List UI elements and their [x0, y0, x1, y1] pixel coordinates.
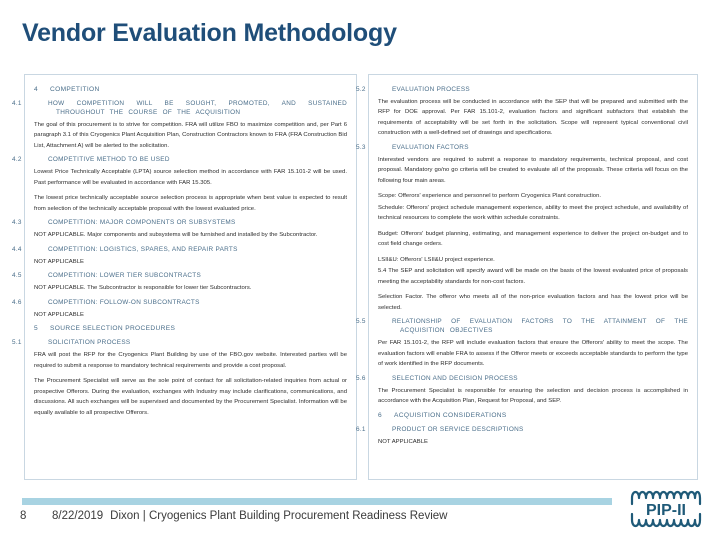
doc-paragraph: NOT APPLICABLE — [34, 311, 84, 318]
doc-section-title: ACQUISITION CONSIDERATIONS — [394, 411, 507, 419]
doc-subsection-heading — [356, 86, 688, 95]
doc-paragraph: The Procurement Specialist is responsible for ensuring the selection and decision process is accomplished in accordance with the Acquisition Plan, Request for Proposal, and SEP. — [378, 387, 688, 405]
doc-section-title: COMPETITION — [50, 86, 100, 93]
doc-subsection-number: 4.3 — [12, 219, 22, 227]
doc-subsection-heading — [12, 298, 347, 308]
doc-subsection-title: COMPETITION: LOWER TIER SUBCONTRACTS — [48, 272, 202, 280]
doc-section-heading — [34, 325, 347, 334]
doc-subsection-title: EVALUATION PROCESS — [392, 86, 470, 93]
document-panels — [12, 74, 698, 480]
doc-paragraph: The evaluation process will be conducted in accordance with the SEP that will be prepared and submitted with the RFP for DOE approval. Per FAR 15.101-2, evaluation factors and significant subfactors that establish the requirements of acceptability will be set forth in the solicitation. Scope will represent typical conventional civil construction with a well-defined set of drawings and specifications. — [378, 98, 688, 137]
document-right-body — [356, 86, 688, 447]
doc-subsection-title: RELATIONSHIP OF EVALUATION FACTORS TO THE ATTAINMENT OF THE ACQUISITION OBJECTIVES — [392, 318, 688, 335]
doc-subsection-title: COMPETITIVE METHOD TO BE USED — [48, 156, 170, 164]
doc-section-number: 6 — [378, 411, 383, 419]
doc-paragraph: 5.4 The SEP and solicitation will specify award will be made on the basis of the lowest evaluated price of proposals meeting the acceptability standards for non-cost factors. — [378, 268, 688, 285]
doc-subsection-number: 5.1 — [12, 339, 22, 347]
doc-paragraph: The Procurement Specialist will serve as the sole point of contact for all solicitation-related inquiries from actual or prospective Offerors. During the evaluation, exchanges with Industry may include clarifications, communications, and discussions. All such exchanges will be supervised and documented by the Procurement Specialist. Information will be equally available to all prospective Offerors. — [34, 378, 347, 416]
doc-paragraph: FRA will post the RFP for the Cryogenics Plant Building by use of the FBO.gov website. Interested parties will be required to submit a response to mandatory technical requirements and provide a cost proposal. — [34, 352, 347, 369]
doc-paragraph: The lowest price technically acceptable source selection process is appropriate when best value is expected to result from selection of the technically acceptable proposal with the lowest evaluated price. — [34, 195, 347, 212]
doc-subsection-title: SELECTION AND DECISION PROCESS — [392, 374, 518, 382]
document-panel-right[interactable] — [356, 74, 698, 480]
doc-subsection-title: HOW COMPETITION WILL BE SOUGHT, PROMOTED, AND SUSTAINED THROUGHOUT THE COURSE OF THE ACQUISITION — [48, 99, 347, 116]
doc-paragraph: Interested vendors are required to submit a response to mandatory requirements, technical proposal, and cost proposal. Mandatory go/no go criteria will be created to evaluate all of the proposals. These criteria will focus on the following four main areas. — [378, 156, 688, 184]
doc-paragraph: Selection Factor. The offeror who meets all of the non-price evaluation factors and has the lowest price will be selected. — [378, 294, 688, 311]
doc-subsection-title: COMPETITION: MAJOR COMPONENTS OR SUBSYSTEMS — [48, 219, 236, 227]
doc-section-heading — [34, 86, 347, 95]
doc-subsection-number: 4.2 — [12, 156, 22, 164]
doc-section-number: 4 — [34, 86, 39, 93]
footer-page-number: 8 — [20, 510, 27, 522]
doc-section-number: 5 — [34, 325, 39, 333]
doc-subsection-title: COMPETITION: FOLLOW-ON SUBCONTRACTS — [48, 298, 200, 306]
doc-subsection-heading — [356, 143, 688, 153]
pip-ii-logo-text: PIP-II — [645, 502, 687, 519]
page-title: Vendor Evaluation Methodology — [22, 19, 397, 47]
footer-accent-bar — [22, 498, 612, 505]
doc-subsection-number: 5.3 — [356, 143, 366, 151]
footer-description: Dixon | Cryogenics Plant Building Procurement Readiness Review — [110, 510, 448, 522]
doc-subsection-number: 5.2 — [356, 86, 366, 93]
doc-subsection-number: 4.6 — [12, 298, 22, 306]
doc-subsection-title: SOLICITATION PROCESS — [48, 339, 131, 347]
doc-paragraph: NOT APPLICABLE. The Subcontractor is responsible for lower tier Subcontractors. — [34, 285, 252, 292]
doc-paragraph: NOT APPLICABLE. Major components and subsystems will be furnished and installed by the Subcontractor. — [34, 232, 318, 239]
doc-subsection-title: COMPETITION: LOGISTICS, SPARES, AND REPAIR PARTS — [48, 245, 238, 253]
doc-subsection-number: 5.5 — [356, 318, 366, 326]
doc-paragraph: Schedule: Offerors' project schedule management experience, ability to meet the project schedule, and availability of technical resources to complete the work within schedule constraints. — [378, 204, 688, 222]
doc-subsection-heading — [12, 272, 347, 281]
doc-subsection-title: EVALUATION FACTORS — [392, 143, 469, 151]
doc-section-heading — [378, 412, 688, 421]
doc-subsection-heading — [12, 245, 347, 255]
doc-subsection-number: 5.6 — [356, 374, 366, 382]
doc-paragraph: LSII&U: Offerors' LSII&U project experience. — [378, 256, 495, 263]
doc-subsection-heading — [356, 318, 688, 336]
doc-subsection-heading — [356, 374, 688, 384]
footer-date: 8/22/2019 — [52, 510, 104, 522]
document-panel-left[interactable] — [12, 74, 357, 480]
doc-paragraph: Lowest Price Technically Acceptable (LPTA) source selection method in accordance with FAR 15.101-2 will be used. Past performance will be evaluated in accordance with FAR 15.305. — [34, 169, 347, 186]
doc-subsection-heading — [12, 156, 347, 165]
doc-paragraph: The goal of this procurement is to strive for competition. FRA will utilize FBO to maximize competition and, per Part 6 paragraph 3.1 of this Cryogenics Plant Acquisition Plan, Construction Contractors known to FRA (FRA Construction Bid List, Attachment A) will be alerted to the solicitation. — [34, 121, 347, 149]
doc-section-title: SOURCE SELECTION PROCEDURES — [50, 325, 176, 333]
doc-paragraph: NOT APPLICABLE — [34, 258, 84, 265]
doc-paragraph: Budget: Offerors' budget planning, estimating, and management experience to deliver the project on-budget and to cost field change orders. — [378, 230, 688, 248]
doc-subsection-number: 4.4 — [12, 245, 22, 253]
footer — [20, 510, 620, 526]
doc-subsection-heading — [356, 425, 688, 435]
document-left-body — [12, 86, 347, 418]
doc-subsection-heading — [12, 339, 347, 348]
pip-ii-logo — [628, 484, 704, 534]
doc-subsection-title: PRODUCT OR SERVICE DESCRIPTIONS — [392, 425, 524, 433]
doc-paragraph: Per FAR 15.101-2, the RFP will include evaluation factors that ensure the Offerors' ability to meet the scope. The evaluation factors will enable FRA to assess if the Offeror meets or exceeds acceptable standards to perform the type of work identified in the RFP documents. — [378, 340, 688, 368]
doc-paragraph: NOT APPLICABLE — [378, 438, 428, 445]
doc-subsection-number: 4.1 — [12, 99, 22, 107]
doc-subsection-number: 4.5 — [12, 272, 22, 280]
doc-subsection-heading — [12, 99, 347, 118]
doc-paragraph: Scope: Offerors' experience and personnel to perform Cryogenics Plant construction. — [378, 193, 602, 200]
doc-subsection-heading — [12, 219, 347, 228]
doc-subsection-number: 6.1 — [356, 425, 366, 433]
